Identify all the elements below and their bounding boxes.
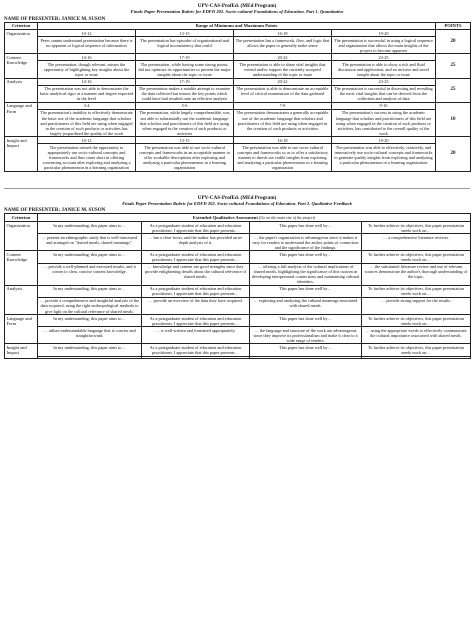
part1-presenter-name: NAME OF PRESENTER: JANICE M. SUSON <box>4 16 106 22</box>
description-cell: The presentation makes a notable attempt to examine the data collected but misses the key points which could have had resulted onto an effective analysis <box>136 85 234 102</box>
range-cell: 16-18 <box>234 137 332 144</box>
prompt-cell: As a postgraduate student of education and education practitioner, I appreciate that this paper presents… <box>142 315 250 327</box>
response-cell: … using the appropriate words to effectively communicate the cultural importance associated with shared meals. <box>362 327 471 344</box>
prompt-cell: To further achieve its objectives, this paper presentation needs work on… <box>362 315 471 327</box>
range-cell: 5-6 <box>136 102 234 109</box>
description-cell: Peers cannot understand presentation because there is no apparent or logical sequence of information <box>38 37 136 54</box>
description-row <box>5 37 471 54</box>
response-cell: … a comprehensive literature reviews. <box>362 234 471 251</box>
response-cell: … provide an overview of the data they have acquired. <box>142 297 250 314</box>
prompt-cell: This paper has done well by… <box>250 222 362 234</box>
response-cell: … the substantial literature review and use of relevant sources demonstrate the author's thorough understanding of the topic. <box>362 263 471 285</box>
response-cell: … offering a full analysis of the cultural implications of shared meals, highlighting the significance of this custom in developing interpersonal connections and maintaining cultural identities. <box>250 263 362 285</box>
description-cell: The presentation is able to show a rich and fluid discussion and application, and an incisive and novel insight about the topic or issue <box>332 61 436 78</box>
qualitative-feedback-table <box>4 213 471 358</box>
description-cell: The presentation has episodes of organizational and logical inconsistency that could <box>136 37 234 54</box>
response-cell: … provide a comprehensive and insightful analysis of the data acquired, using the right anthropological methods to give light on the cultural relevance of shared meals. <box>38 297 142 314</box>
prompt-row <box>5 222 471 234</box>
range-cell: 3-4 <box>38 102 136 109</box>
description-cell: The presentation is able to demonstrate an acceptable level of critical examination of the data gathered <box>234 85 332 102</box>
response-cell: … the language and structure of the work are advantageous since they improve its professionalism and make it clear to a wide range of readers. <box>250 327 362 344</box>
response-row <box>5 263 471 285</box>
prompt-cell: This paper has done well by… <box>250 315 362 327</box>
prompt-cell: As a postgraduate student of education and education practitioner, I appreciate that this paper presents… <box>142 251 250 263</box>
part2-rubric-title: Finals Paper Presentation Rubric for EDFD 202. Socio-cultural Foundations of Education. Part 2. Qualitative Feedback <box>122 200 352 206</box>
feedback-header-label: Extended Qualitative Assessment <box>192 214 258 220</box>
criterion-cell: Organization <box>5 222 38 251</box>
prompt-cell: This paper has done well by… <box>250 285 362 297</box>
range-row <box>5 30 471 37</box>
criterion-cell: Language and Form <box>5 315 38 344</box>
prompt-cell: As a postgraduate student of education and education practitioner, I appreciate that this paper presents… <box>142 285 250 297</box>
points-cell: 20 <box>436 30 471 54</box>
prompt-cell: In my understanding, this paper aims to… <box>38 251 142 263</box>
response-cell: … present an ethnographic study that is well-structured and arranged on "shared meals, shared meanings". <box>38 234 142 251</box>
prompt-cell: This paper has done well by… <box>250 251 362 263</box>
criterion-header: Criterion <box>5 214 38 222</box>
feedback-header <box>38 214 471 222</box>
response-row <box>5 356 471 358</box>
response-row <box>5 297 471 314</box>
prompt-row <box>5 344 471 356</box>
part1-header <box>0 0 474 15</box>
range-cell: 23-25 <box>332 54 436 61</box>
prompt-cell: To further achieve its objectives, this paper presentation needs work on… <box>362 344 471 356</box>
description-row <box>5 109 471 136</box>
prompt-cell: In my understanding, this paper aims to… <box>38 315 142 327</box>
criterion-cell: Analysis <box>5 78 38 102</box>
description-cell: The presentation, though relevant, misses the opportunity of highlighting key insights about the topic or issue <box>38 61 136 78</box>
range-cell: 10-12 <box>38 30 136 37</box>
part2-program-title: UPV-CAS-ProfEd. (MEd Program) <box>197 194 277 201</box>
prompt-cell: In my understanding, this paper aims to… <box>38 344 142 356</box>
range-cell: 20-22 <box>234 78 332 85</box>
points-cell: 10 <box>436 102 471 136</box>
description-cell: The presentation was able to use socio-cultural concepts and frameworks so as to offer a satisfactory manner to thresh out viable insights from exploring and analyzing a particular phenomenon in a learning organization <box>234 144 332 171</box>
criterion-cell: Insight and Impact <box>5 137 38 171</box>
prompt-cell: To further achieve its objectives, this paper presentation needs work on… <box>362 222 471 234</box>
criterion-cell: Content Knowledge <box>5 251 38 285</box>
part2-presenter-name: NAME OF PRESENTER: JANICE M. SUSON <box>4 208 106 214</box>
prompt-cell: In my understanding, this paper aims to… <box>38 222 142 234</box>
response-cell: … exploring and analyzing the cultural meanings associated with shared meals. <box>250 297 362 314</box>
criterion-cell: Analysis <box>5 285 38 314</box>
range-cell: 17-19 <box>136 54 234 61</box>
range-cell: 16-18 <box>234 30 332 37</box>
prompt-cell: In my understanding, this paper aims to… <box>38 285 142 297</box>
response-cell: … is well-written and formatted appropriately. <box>142 327 250 344</box>
range-cell: 7-8 <box>234 102 332 109</box>
description-cell: The presentation missed the opportunity to appropriately use socio-cultural concepts and frameworks and thus come short in offering convincing account after exploring and analyzing a particular phenomenon in a learning organization <box>38 144 136 171</box>
criterion-cell: Content Knowledge <box>5 54 38 78</box>
points-cell: 25 <box>436 54 471 78</box>
prompt-cell: To further achieve its objectives, this paper presentation needs work on… <box>362 251 471 263</box>
range-cell: 20-22 <box>234 54 332 61</box>
range-row <box>5 78 471 85</box>
description-cell: The presentation is successful in dissecting and revealing the most vital insights that can be derived from the collection and analysis of data <box>332 85 436 102</box>
range-header: Range of Minimum and Maximum Points <box>38 22 436 29</box>
feedback-header-hint: (Go on the main site of the project) <box>259 214 316 220</box>
response-cell: … provide a well-planned and executed results, and it comes to clear, concise content knowledge. <box>38 263 142 285</box>
response-cell <box>362 356 471 358</box>
response-cell <box>38 356 142 358</box>
description-row <box>5 144 471 171</box>
range-row <box>5 137 471 144</box>
range-cell: 14-16 <box>38 78 136 85</box>
range-cell: 17-19 <box>136 78 234 85</box>
description-cell: The presentation has a framework, flow, and logic that allows the paper to generally make sense <box>234 37 332 54</box>
prompt-cell: As a postgraduate student of education and education practitioner, I appreciate that this paper presents… <box>142 344 250 356</box>
page-divider <box>4 172 470 189</box>
description-cell: The presentation's success in using the academic language that scholars and practitioners of this field are using when engaged in the creation of such products or activities, has contributed to the overall quality of the work <box>332 109 436 136</box>
part1-rubric-title: Finals Paper Presentation Rubric for EDFD 202. Socio-cultural Foundations of Education. Part 1. Quantitative <box>130 9 344 15</box>
description-row <box>5 61 471 78</box>
response-cell <box>142 356 250 358</box>
response-row <box>5 327 471 344</box>
response-cell: … provide strong support for the results. <box>362 297 471 314</box>
description-cell: The presentation was not able to demonstrate the basic analytical rigor at a manner and degree expected in the level <box>38 85 136 102</box>
description-cell: The presentation was able to use socio-cultural concepts and frameworks in an acceptable manner to offer workable descriptions after exploring and analyzing a particular phenomenon in a learning organization <box>136 144 234 171</box>
response-cell: … knowledge and content are good strengths since they provide enlightening details about the cultural relevance of shared meals. <box>142 263 250 285</box>
response-cell: … utilize understandable language that is concise and straightforward. <box>38 327 142 344</box>
range-cell: 14-16 <box>38 54 136 61</box>
range-cell: 13-15 <box>136 30 234 37</box>
prompt-cell: As a postgraduate student of education and education practitioner, I appreciate that this paper presents… <box>142 222 250 234</box>
range-row <box>5 102 471 109</box>
range-cell: 19-20 <box>332 137 436 144</box>
points-cell: 20 <box>436 137 471 171</box>
prompt-cell: This paper has done well by… <box>250 344 362 356</box>
response-cell <box>250 356 362 358</box>
prompt-row <box>5 251 471 263</box>
description-cell: The presentation's inability to effectively demonstrate the basic use of the academic language that scholars and practitioners of this field are using when engaged in the creation of such products or activities has largely jeopardized the quality of the work <box>38 109 136 136</box>
description-row <box>5 85 471 102</box>
part2-header <box>0 189 474 207</box>
points-cell: 25 <box>436 78 471 102</box>
range-cell: 10-12 <box>38 137 136 144</box>
description-cell: The presentation is able to share vital insights that extend and/or support the currently accepted understanding of the topic or issue <box>234 61 332 78</box>
description-cell: The presentation demonstrates a generally acceptable use of the academic language that scholars and practitioners of this field are using when engaged in the creation of such products or activities <box>234 109 332 136</box>
range-cell: 13-15 <box>136 137 234 144</box>
criterion-header: Criterion <box>5 22 38 29</box>
response-cell: … has a clear focus, and the author has provided an in-depth analysis of it. <box>142 234 250 251</box>
quantitative-rubric-table <box>4 22 471 172</box>
response-row <box>5 234 471 251</box>
prompt-cell: To further achieve its objectives, this paper presentation needs work on… <box>362 285 471 297</box>
response-cell: … the paper's organization is advantageous since it makes it easy for readers to understand the author points of connection and the significance of the findings. <box>250 234 362 251</box>
criterion-cell: Language and Form <box>5 102 38 136</box>
criterion-cell: Organization <box>5 30 38 54</box>
rubric-header-row <box>5 22 471 29</box>
part1-program-title: UPV-CAS-ProfEd. (MEd Program) <box>197 3 277 9</box>
range-row <box>5 54 471 61</box>
prompt-row <box>5 285 471 297</box>
description-cell: The presentation, while largely comprehensible, was not able to substantially use the academic language that scholars and practitioners of this field are using when engaged in the creation of such products or activities <box>136 109 234 136</box>
criterion-cell: Insight and Impact <box>5 344 38 358</box>
feedback-header-row <box>5 214 471 222</box>
range-cell: 23-25 <box>332 78 436 85</box>
range-cell: 19-20 <box>332 30 436 37</box>
prompt-row <box>5 315 471 327</box>
description-cell: The presentation is successful in using a logical sequence and organization that allows the main insights of the project to become apparent <box>332 37 436 54</box>
description-cell: The presentation was able to effectively, creatively, and innovatively use socio-cultural concepts and frameworks to generate quality insights from exploring and analyzing a particular phenomenon in a learning organization <box>332 144 436 171</box>
range-cell: 9-10 <box>332 102 436 109</box>
description-cell: The presentation, while having some strong points, did not optimize its opportunities to present the major insights about the topic or issue <box>136 61 234 78</box>
points-header: POINTS <box>436 22 471 29</box>
